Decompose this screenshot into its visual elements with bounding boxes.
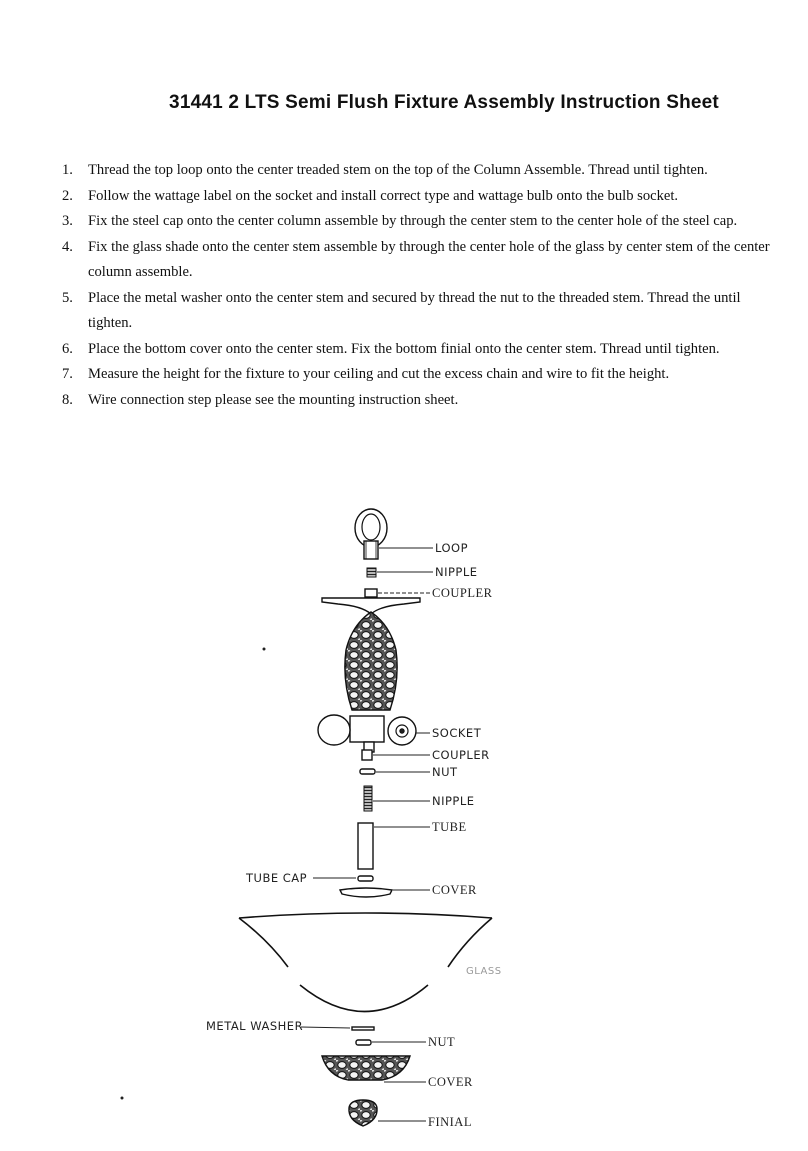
nipple-top-part	[367, 568, 376, 577]
step-number: 2.	[62, 187, 73, 204]
step-text: Thread the top loop onto the center treaded stem on the top of the Column Assemble. Thread until tighten.	[88, 162, 708, 178]
scan-speck	[263, 648, 266, 651]
glass-shade-part	[239, 913, 492, 1012]
label-nipple-top: NIPPLE	[435, 565, 478, 579]
nut-mid-part	[360, 769, 375, 774]
label-tube-cap: TUBE CAP	[246, 871, 308, 885]
step-number: 5.	[62, 289, 73, 306]
step-text: Follow the wattage label on the socket and install correct type and wattage bulb onto the bulb socket.	[88, 187, 679, 204]
tube-cap-part	[358, 876, 373, 881]
column-body-part	[345, 612, 397, 710]
tube-part	[358, 823, 373, 869]
label-loop: LOOP	[435, 541, 469, 555]
label-cover-top: COVER	[432, 883, 477, 897]
step-text: Place the metal washer onto the center stem and secured by thread the nut to the threaded stem. Thread the until tighten.	[88, 289, 741, 331]
cover-top-part	[340, 888, 392, 897]
label-socket: SOCKET	[432, 726, 482, 740]
nut-bottom-part	[356, 1040, 371, 1045]
step-text: Measure the height for the fixture to your ceiling and cut the excess chain and wire to fit the height.	[88, 366, 670, 382]
step-number: 3.	[62, 213, 73, 229]
label-nipple-mid: NIPPLE	[432, 794, 475, 808]
nipple-mid-part	[364, 786, 372, 811]
step-text: Fix the steel cap onto the center column assemble by through the center stem to the center hole of the steel cap.	[88, 213, 738, 229]
coupler-mid-part	[362, 750, 372, 760]
metal-washer-part	[352, 1027, 374, 1030]
label-coupler-top: COUPLER	[432, 586, 493, 600]
loop-part	[355, 509, 387, 559]
step-number: 4.	[62, 238, 73, 255]
step-text: Wire connection step please see the mounting instruction sheet.	[88, 391, 459, 408]
step-number: 7.	[62, 366, 73, 382]
label-metal-washer: METAL WASHER	[206, 1019, 304, 1033]
label-finial: FINIAL	[428, 1115, 472, 1129]
step-text: Fix the glass shade onto the center stem assemble by through the center hole of the glass by center stem of the center column assemble.	[88, 238, 770, 280]
step-number: 6.	[62, 340, 73, 357]
page-title: 31441 2 LTS Semi Flush Fixture Assembly Instruction Sheet	[169, 92, 719, 113]
label-tube: TUBE	[432, 820, 467, 834]
socket-part	[318, 715, 416, 752]
cover-bottom-part	[322, 1056, 410, 1080]
step-text: Place the bottom cover onto the center stem. Fix the bottom finial onto the center stem. Thread until tighten.	[88, 340, 720, 357]
finial-part	[349, 1100, 377, 1126]
step-number: 8.	[62, 391, 73, 408]
scan-speck	[121, 1097, 124, 1100]
label-cover-bottom: COVER	[428, 1075, 473, 1089]
label-glass: GLASS	[466, 966, 502, 977]
metal-washer-leader-line	[301, 1027, 350, 1028]
label-nut-mid: NUT	[432, 765, 458, 779]
label-nut-bottom: NUT	[428, 1035, 456, 1049]
label-coupler-mid: COUPLER	[432, 748, 490, 762]
step-number: 1.	[62, 162, 73, 178]
